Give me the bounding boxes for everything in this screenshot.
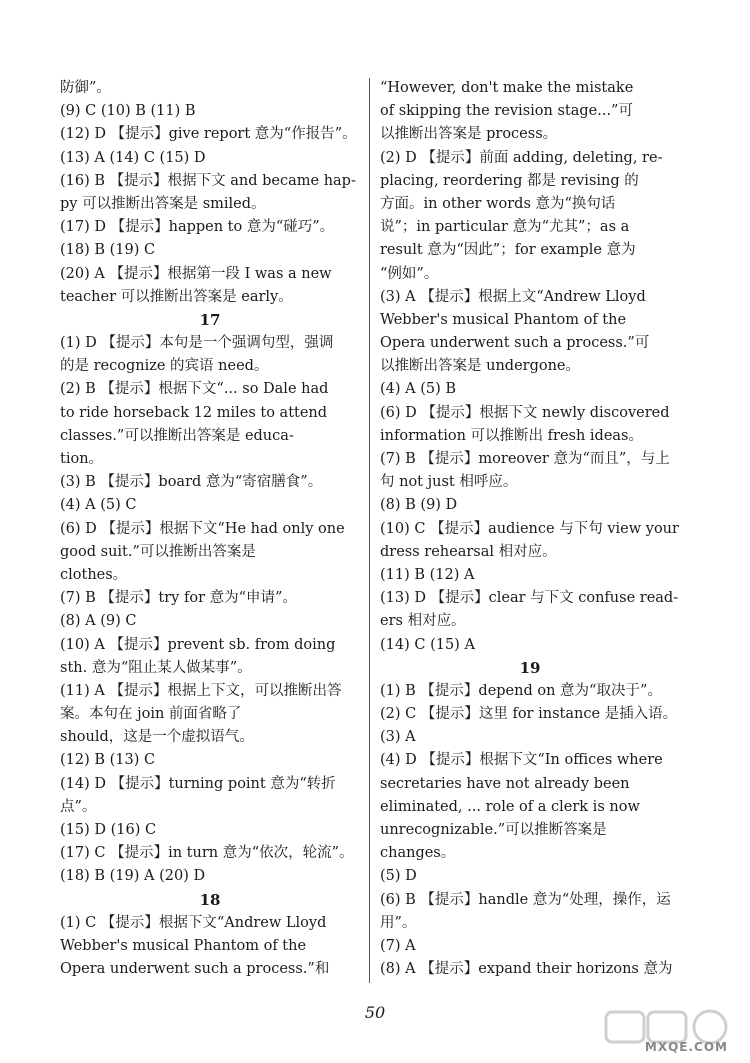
answer-line: (13) A (14) C (15) D <box>60 149 206 166</box>
answer-line: Webber's musical Phantom of the <box>380 311 627 328</box>
answer-line: changes。 <box>380 845 456 862</box>
answer-line: (10) C 【提示】audience 与下句 view your <box>380 520 679 537</box>
answer-line: eliminated, ... role of a clerk is now <box>380 798 640 815</box>
answer-line: clothes。 <box>60 566 128 583</box>
answer-line: (5) D <box>380 868 417 885</box>
answer-line: should，这是一个虚拟语气。 <box>60 729 254 746</box>
answer-line: (15) D (16) C <box>60 822 157 838</box>
answer-line: (12) B (13) C <box>60 752 156 769</box>
answer-line: (3) A 【提示】根据上文“Andrew Lloyd <box>380 288 646 305</box>
answer-line: (4) A (5) B <box>380 381 457 398</box>
answer-line: (10) A 【提示】prevent sb. from doing <box>60 636 336 653</box>
answer-line: 说”；in particular 意为“尤其”；as a <box>380 219 630 236</box>
answer-line: Opera underwent such a process.”和 <box>60 961 330 978</box>
answer-line: placing, reordering 都是 revising 的 <box>380 172 639 189</box>
answer-line: “However, don't make the mistake <box>380 80 634 96</box>
answer-line: (13) D 【提示】clear 与下文 confuse read- <box>380 590 679 607</box>
answer-line: (17) C 【提示】in turn 意为“依次，轮流”。 <box>60 845 354 862</box>
answer-line: 以推断出答案是 undergone。 <box>380 358 581 375</box>
answer-line: (17) D 【提示】happen to 意为“碰巧”。 <box>60 219 335 236</box>
answer-line: (18) B (19) C <box>60 242 156 259</box>
answer-line: (6) D 【提示】根据下文“He had only one <box>60 520 345 537</box>
answer-line: 以推断出答案是 process。 <box>380 126 558 143</box>
answer-line: (7) B 【提示】try for 意为“申请”。 <box>60 590 297 607</box>
answer-line: tion。 <box>60 451 104 467</box>
section-number: 18 <box>199 890 221 909</box>
answer-line: unrecognizable.”可以推断答案是 <box>380 822 607 838</box>
answer-line: (2) D 【提示】前面 adding, deleting, re- <box>380 149 663 166</box>
answer-line: 方面。in other words 意为“换句话 <box>380 195 616 212</box>
page-number: 50 <box>364 1003 386 1022</box>
answer-line: good suit.”可以推断出答案是 <box>60 543 256 560</box>
answer-line: sth. 意为“阻止某人做某事”。 <box>60 659 252 676</box>
answer-line: dress rehearsal 相对应。 <box>380 543 557 560</box>
answer-line: (18) B (19) A (20) D <box>60 868 206 885</box>
answer-line: (14) D 【提示】turning point 意为“转折 <box>60 775 336 792</box>
answer-line: (7) B 【提示】moreover 意为“而且”，与上 <box>380 451 670 467</box>
answer-line: (1) D 【提示】本句是一个强调句型，强调 <box>60 335 334 352</box>
section-number: 19 <box>519 658 541 677</box>
answer-line: (16) B 【提示】根据下文 and became hap- <box>60 172 356 189</box>
section-number: 17 <box>199 310 221 329</box>
answer-line: secretaries have not already been <box>380 775 630 792</box>
answer-line: ers 相对应。 <box>380 613 466 630</box>
answer-line: 防御”。 <box>60 80 111 96</box>
answer-line: (6) D 【提示】根据下文 newly discovered <box>380 404 670 421</box>
answer-line: classes.”可以推断出答案是 educa- <box>60 427 294 444</box>
answer-line: (4) D 【提示】根据下文“In offices where <box>380 752 663 769</box>
answer-line: of skipping the revision stage...”可 <box>380 103 633 120</box>
answer-line: 的是 recognize 的宾语 need。 <box>60 358 269 375</box>
answer-line: (2) B 【提示】根据下文“... so Dale had <box>60 381 329 398</box>
answer-line: (20) A 【提示】根据第一段 I was a new <box>60 265 332 282</box>
answer-line: (12) D 【提示】give report 意为“作报告”。 <box>60 126 357 143</box>
answer-line: (11) A 【提示】根据上下文，可以推断出答 <box>60 682 342 699</box>
answer-line: (9) C (10) B (11) B <box>60 103 196 120</box>
answer-line: Opera underwent such a process.”可 <box>380 335 650 352</box>
answer-line: 句 not just 相呼应。 <box>380 474 518 491</box>
answer-line: teacher 可以推断出答案是 early。 <box>60 288 293 305</box>
column-divider <box>369 78 370 983</box>
answer-line: (8) A (9) C <box>60 613 137 630</box>
answer-line: (1) B 【提示】depend on 意为“取决于”。 <box>380 682 662 699</box>
answer-line: “例如”。 <box>380 265 439 282</box>
answer-line: (2) C 【提示】这里 for instance 是插入语。 <box>380 706 678 723</box>
answer-line: (1) C 【提示】根据下文“Andrew Lloyd <box>60 914 327 931</box>
answer-line: (7) A <box>380 937 416 954</box>
watermark-text: MXQE.COM <box>644 1040 728 1054</box>
answer-line: (3) A <box>380 729 416 746</box>
answer-line: (8) A 【提示】expand their horizons 意为 <box>380 961 673 978</box>
right-column <box>380 77 680 981</box>
answer-line: (11) B (12) A <box>380 566 475 583</box>
answer-line: 点”。 <box>60 798 97 815</box>
answer-line: 用”。 <box>380 914 417 931</box>
left-column <box>60 77 360 981</box>
answer-line: py 可以推断出答案是 smiled。 <box>60 195 266 212</box>
answer-line: (8) B (9) D <box>380 497 458 514</box>
answer-line: (14) C (15) A <box>380 636 475 653</box>
answer-line: Webber's musical Phantom of the <box>60 937 307 954</box>
answer-line: (6) B 【提示】handle 意为“处理，操作，运 <box>380 891 671 908</box>
answer-line: (3) B 【提示】board 意为“寄宿膳食”。 <box>60 474 323 491</box>
answer-line: to ride horseback 12 miles to attend <box>60 404 328 421</box>
answer-line: (4) A (5) C <box>60 497 137 514</box>
answer-line: 案。本句在 join 前面省略了 <box>60 706 242 723</box>
answer-line: information 可以推断出 fresh ideas。 <box>380 427 644 444</box>
answer-line: result 意为“因此”；for example 意为 <box>380 242 636 259</box>
